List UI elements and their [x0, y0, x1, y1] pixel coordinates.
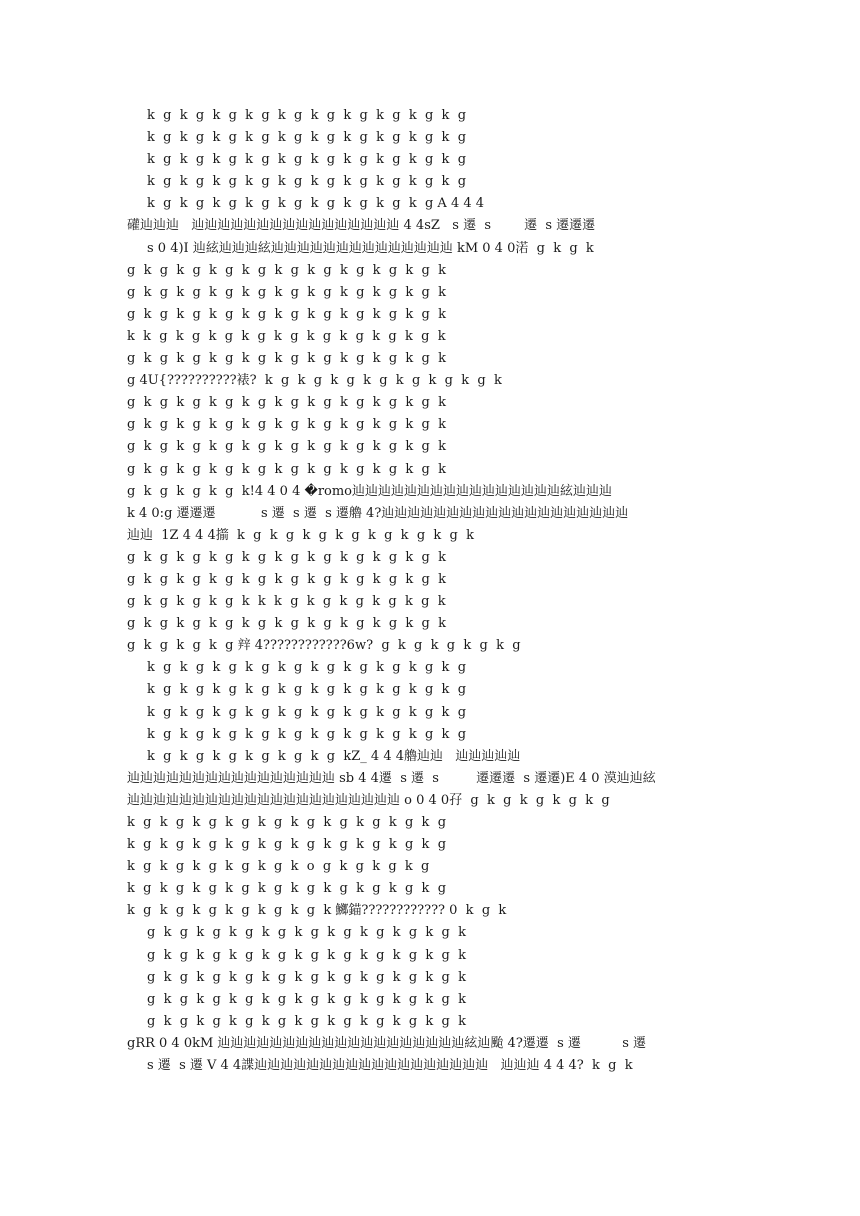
text-line: g k g k g k g k g k g k g k g k g k g k — [127, 439, 447, 455]
text-line: g k g k g k g k g k g k g k g k g k g k — [147, 969, 467, 985]
text-line: k g k g k g k g k g k g k g k g k g k g — [147, 704, 467, 720]
text-line: k g k g k g k g k g k g k 鱜錨???????????? 0 k g k — [127, 903, 507, 919]
text-line: k g k g k g k g k g k g k g k g k g k g — [147, 130, 467, 146]
text-line: s 0 4)I 辿絃辿辿辿絃辿辿辿辿辿辿辿辿辿辿辿辿辿辿 kM 0 4 0渃 g k g k — [147, 240, 594, 256]
text-line: k g k g k g k g k g k g k g k g k g k g — [147, 726, 467, 742]
text-line: g k g k g k g k g k g k g k g k g k g k — [147, 1013, 467, 1029]
text-line: g k g k g k g k g k g k g k g k g k g k — [127, 351, 447, 367]
text-line: g k g k g k g k g k g k g k g k g k g k — [127, 461, 447, 477]
text-line: k g k g k g k g k g k g k g k g k g A 4 4 4 — [147, 196, 485, 212]
text-line: g k g k g k g k g k g k g k g k g k g k — [127, 549, 447, 565]
text-line: k 4 0:g 遷遷遷 s 遷 s 遷 s 遷艪 4?辿辿辿辿辿辿辿辿辿辿辿辿辿辿辿辿辿辿辿 — [127, 505, 629, 521]
text-line: g k g k g k g k g k g k g k g k g k g k — [127, 262, 447, 278]
text-line: k g k g k g k g k g k g k g k g k g k g — [147, 108, 467, 123]
text-line: 辿辿 1Z 4 4 4擶 k g k g k g k g k g k g k g k — [127, 527, 475, 543]
text-line: g k g k g k g k!4 4 0 4 �romo辿辿辿辿辿辿辿辿辿辿辿辿辿辿辿辿絃辿辿辿 — [127, 483, 613, 499]
text-line: k g k g k g k g k g k g k g k g k g k g — [147, 682, 467, 698]
text-line: k k g k g k g k g k g k g k g k g k g k — [127, 328, 446, 344]
document-body — [127, 105, 739, 1077]
text-line: k g k g k g k g k g k g k g k g k g k g — [147, 660, 467, 676]
text-line: k g k g k g k g k g k g k g k g k g k g — [127, 815, 447, 830]
text-line: g k g k g k g k g k g k g k g k g k g k — [127, 417, 447, 433]
text-line: g k g k g k g k g k g k g k g k g k g k — [127, 571, 447, 587]
text-line: g k g k g k g k g k g k g k g k g k g k — [127, 616, 447, 632]
text-line: 辿辿辿辿辿辿辿辿辿辿辿辿辿辿辿辿辿辿辿辿辿 o 0 4 0孖 g k g k g k g k g — [127, 792, 610, 808]
text-line: gRR 0 4 0kM 辿辿辿辿辿辿辿辿辿辿辿辿辿辿辿辿辿辿辿絃辿颱 4?遷遷 s 遷 s 遷 — [127, 1035, 646, 1051]
text-line: 辿辿辿辿辿辿辿辿辿辿辿辿辿辿辿辿 sb 4 4遷 s 遷 s 遷遷遷 s 遷遷)E 4 0 漠辿辿絃 — [127, 770, 656, 786]
text-line: k g k g k g k g k g k g k g k g k g k g — [147, 152, 467, 168]
text-line: g k g k g k g k g k g k g k g k g k g k — [147, 925, 467, 941]
text-line: k g k g k g k g k g k g k g k g k g k g — [127, 837, 447, 853]
text-line: g k g k g k g k g k g k g k g k g k g k — [127, 284, 447, 300]
text-line: k g k g k g k g k g k g kZ_ 4 4 4艪辿辿 辿辿辿辿辿 — [147, 748, 521, 764]
text-line: k g k g k g k g k g k o g k g k g k g — [127, 859, 430, 875]
text-line: g k g k g k g k g k g k g k g k g k g k — [147, 991, 467, 1007]
text-line: 礶辿辿辿 辿辿辿辿辿辿辿辿辿辿辿辿辿辿辿辿 4 4sZ s 遷 s 遷 s 遷遷遷 — [127, 218, 596, 234]
text-line: g k g k g k g k k k g k g k g k g k g k — [127, 594, 446, 610]
text-line: k g k g k g k g k g k g k g k g k g k g — [147, 174, 467, 190]
text-line: g 4U{??????????裱? k g k g k g k g k g k g k g k — [127, 373, 502, 389]
text-line: g k g k g k g k g k g k g k g k g k g k — [127, 306, 447, 322]
text-line: s 遷 s 遷 V 4 4諜辿辿辿辿辿辿辿辿辿辿辿辿辿辿辿辿辿辿 辿辿辿 4 4 4? k g k — [147, 1058, 633, 1074]
text-line: g k g k g k g 辡 4????????????6w? g k g k g k g k g — [127, 638, 521, 654]
text-line: k g k g k g k g k g k g k g k g k g k g — [127, 881, 447, 897]
text-line: g k g k g k g k g k g k g k g k g k g k — [127, 395, 447, 411]
text-line: g k g k g k g k g k g k g k g k g k g k — [147, 947, 467, 963]
